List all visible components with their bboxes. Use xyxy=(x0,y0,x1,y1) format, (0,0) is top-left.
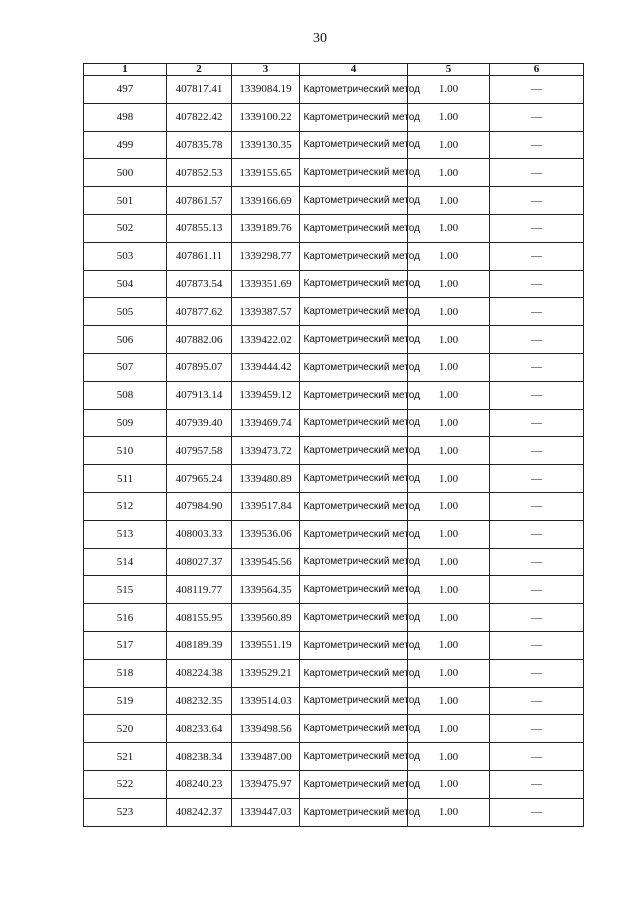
accuracy-cell: 1.00 xyxy=(408,687,490,715)
method-text: Картометрический метод xyxy=(303,250,420,262)
method-cell xyxy=(300,465,420,493)
point-number-cell: 516 xyxy=(84,604,167,632)
method-text: Картометрический метод xyxy=(303,667,420,679)
point-number-cell: 519 xyxy=(84,687,167,715)
method-cell xyxy=(300,770,420,798)
point-number-cell: 517 xyxy=(84,631,167,659)
description-cell: — xyxy=(490,187,584,215)
method-cell xyxy=(300,131,420,159)
x-coordinate-cell: 407861.11 xyxy=(167,242,232,270)
method-text: Картометрический метод xyxy=(303,751,420,763)
y-coordinate-cell: 1339475.97 xyxy=(232,770,300,798)
description-cell: — xyxy=(490,103,584,131)
y-coordinate-cell: 1339517.84 xyxy=(232,492,300,520)
y-coordinate-cell: 1339560.89 xyxy=(232,604,300,632)
x-coordinate-cell: 407984.90 xyxy=(167,492,232,520)
method-text: Картометрический метод xyxy=(303,778,420,790)
table-row xyxy=(84,576,584,604)
x-coordinate-cell: 407895.07 xyxy=(167,353,232,381)
table-row xyxy=(84,770,584,798)
method-cell xyxy=(300,326,420,354)
method-text: Картометрический метод xyxy=(303,361,420,373)
x-coordinate-cell: 408233.64 xyxy=(167,715,232,743)
accuracy-cell: 1.00 xyxy=(408,131,490,159)
method-cell xyxy=(300,381,420,409)
x-coordinate-cell: 407957.58 xyxy=(167,437,232,465)
description-cell: — xyxy=(490,353,584,381)
y-coordinate-cell: 1339166.69 xyxy=(232,187,300,215)
point-number-cell: 503 xyxy=(84,242,167,270)
table-row xyxy=(84,381,584,409)
method-text: Картометрический метод xyxy=(303,195,420,207)
table-row xyxy=(84,604,584,632)
x-coordinate-cell: 408232.35 xyxy=(167,687,232,715)
point-number-cell: 520 xyxy=(84,715,167,743)
y-coordinate-cell: 1339084.19 xyxy=(232,76,300,104)
method-text: Картометрический метод xyxy=(303,584,420,596)
x-coordinate-cell: 408189.39 xyxy=(167,631,232,659)
method-cell xyxy=(300,659,420,687)
accuracy-cell: 1.00 xyxy=(408,242,490,270)
point-number-cell: 502 xyxy=(84,214,167,242)
method-cell xyxy=(300,103,420,131)
x-coordinate-cell: 407965.24 xyxy=(167,465,232,493)
method-text: Картометрический метод xyxy=(303,278,420,290)
x-coordinate-cell: 408242.37 xyxy=(167,798,232,826)
point-number-cell: 504 xyxy=(84,270,167,298)
point-number-cell: 521 xyxy=(84,743,167,771)
accuracy-cell: 1.00 xyxy=(408,465,490,493)
method-text: Картометрический метод xyxy=(303,639,420,651)
table-row xyxy=(84,326,584,354)
x-coordinate-cell: 407855.13 xyxy=(167,214,232,242)
description-cell: — xyxy=(490,298,584,326)
y-coordinate-cell: 1339545.56 xyxy=(232,548,300,576)
y-coordinate-cell: 1339189.76 xyxy=(232,214,300,242)
table-row xyxy=(84,631,584,659)
accuracy-cell: 1.00 xyxy=(408,270,490,298)
accuracy-cell: 1.00 xyxy=(408,214,490,242)
table-row xyxy=(84,492,584,520)
method-cell xyxy=(300,409,420,437)
table-body xyxy=(84,76,584,827)
description-cell: — xyxy=(490,437,584,465)
accuracy-cell: 1.00 xyxy=(408,76,490,104)
x-coordinate-cell: 408003.33 xyxy=(167,520,232,548)
method-text: Картометрический метод xyxy=(303,556,420,568)
method-cell xyxy=(300,715,420,743)
point-number-cell: 507 xyxy=(84,353,167,381)
table-row xyxy=(84,659,584,687)
point-number-cell: 499 xyxy=(84,131,167,159)
x-coordinate-cell: 408155.95 xyxy=(167,604,232,632)
accuracy-cell: 1.00 xyxy=(408,743,490,771)
x-coordinate-cell: 407882.06 xyxy=(167,326,232,354)
x-coordinate-cell: 407835.78 xyxy=(167,131,232,159)
y-coordinate-cell: 1339529.21 xyxy=(232,659,300,687)
point-number-cell: 498 xyxy=(84,103,167,131)
method-text: Картометрический метод xyxy=(303,500,420,512)
y-coordinate-cell: 1339469.74 xyxy=(232,409,300,437)
description-cell: — xyxy=(490,798,584,826)
method-text: Картометрический метод xyxy=(303,334,420,346)
table-row xyxy=(84,715,584,743)
accuracy-cell: 1.00 xyxy=(408,520,490,548)
x-coordinate-cell: 407817.41 xyxy=(167,76,232,104)
y-coordinate-cell: 1339130.35 xyxy=(232,131,300,159)
table-row xyxy=(84,131,584,159)
method-cell xyxy=(300,520,420,548)
method-text: Картометрический метод xyxy=(303,445,420,457)
description-cell: — xyxy=(490,631,584,659)
y-coordinate-cell: 1339498.56 xyxy=(232,715,300,743)
table-row xyxy=(84,687,584,715)
description-cell: — xyxy=(490,409,584,437)
method-text: Картометрический метод xyxy=(303,83,420,95)
method-cell xyxy=(300,631,420,659)
point-number-cell: 523 xyxy=(84,798,167,826)
method-text: Картометрический метод xyxy=(303,167,420,179)
description-cell: — xyxy=(490,687,584,715)
method-text: Картометрический метод xyxy=(303,389,420,401)
table-row xyxy=(84,798,584,826)
coordinates-table xyxy=(83,63,584,827)
description-cell: — xyxy=(490,159,584,187)
x-coordinate-cell: 408119.77 xyxy=(167,576,232,604)
accuracy-cell: 1.00 xyxy=(408,798,490,826)
method-text: Картометрический метод xyxy=(303,111,420,123)
y-coordinate-cell: 1339444.42 xyxy=(232,353,300,381)
y-coordinate-cell: 1339387.57 xyxy=(232,298,300,326)
accuracy-cell: 1.00 xyxy=(408,604,490,632)
description-cell: — xyxy=(490,381,584,409)
description-cell: — xyxy=(490,659,584,687)
accuracy-cell: 1.00 xyxy=(408,631,490,659)
y-coordinate-cell: 1339536.06 xyxy=(232,520,300,548)
point-number-cell: 511 xyxy=(84,465,167,493)
method-text: Картометрический метод xyxy=(303,222,420,234)
y-coordinate-cell: 1339514.03 xyxy=(232,687,300,715)
table-row xyxy=(84,548,584,576)
accuracy-cell: 1.00 xyxy=(408,159,490,187)
point-number-cell: 509 xyxy=(84,409,167,437)
accuracy-cell: 1.00 xyxy=(408,187,490,215)
accuracy-cell: 1.00 xyxy=(408,576,490,604)
column-header-y-coordinate: 3 xyxy=(232,64,300,76)
description-cell: — xyxy=(490,214,584,242)
method-text: Картометрический метод xyxy=(303,306,420,318)
point-number-cell: 497 xyxy=(84,76,167,104)
x-coordinate-cell: 408224.38 xyxy=(167,659,232,687)
method-cell xyxy=(300,437,420,465)
method-text: Картометрический метод xyxy=(303,139,420,151)
accuracy-cell: 1.00 xyxy=(408,437,490,465)
table-row xyxy=(84,159,584,187)
description-cell: — xyxy=(490,242,584,270)
method-cell xyxy=(300,298,420,326)
method-text: Картометрический метод xyxy=(303,806,420,818)
point-number-cell: 512 xyxy=(84,492,167,520)
accuracy-cell: 1.00 xyxy=(408,659,490,687)
method-cell xyxy=(300,187,420,215)
description-cell: — xyxy=(490,743,584,771)
x-coordinate-cell: 408240.23 xyxy=(167,770,232,798)
point-number-cell: 513 xyxy=(84,520,167,548)
table-row xyxy=(84,520,584,548)
table-row xyxy=(84,437,584,465)
accuracy-cell: 1.00 xyxy=(408,353,490,381)
method-text: Картометрический метод xyxy=(303,528,420,540)
description-cell: — xyxy=(490,465,584,493)
table-row xyxy=(84,270,584,298)
method-text: Картометрический метод xyxy=(303,417,420,429)
description-cell: — xyxy=(490,131,584,159)
table-row xyxy=(84,242,584,270)
point-number-cell: 508 xyxy=(84,381,167,409)
table-row xyxy=(84,214,584,242)
y-coordinate-cell: 1339480.89 xyxy=(232,465,300,493)
column-header-method: 4 xyxy=(300,64,408,76)
method-cell xyxy=(300,76,420,104)
y-coordinate-cell: 1339298.77 xyxy=(232,242,300,270)
point-number-cell: 501 xyxy=(84,187,167,215)
accuracy-cell: 1.00 xyxy=(408,326,490,354)
method-cell xyxy=(300,576,420,604)
table-row xyxy=(84,76,584,104)
method-cell xyxy=(300,604,420,632)
method-cell xyxy=(300,548,420,576)
accuracy-cell: 1.00 xyxy=(408,409,490,437)
column-header-point-number: 1 xyxy=(84,64,167,76)
method-cell xyxy=(300,492,420,520)
y-coordinate-cell: 1339447.03 xyxy=(232,798,300,826)
method-text: Картометрический метод xyxy=(303,723,420,735)
x-coordinate-cell: 407873.54 xyxy=(167,270,232,298)
point-number-cell: 522 xyxy=(84,770,167,798)
accuracy-cell: 1.00 xyxy=(408,298,490,326)
method-text: Картометрический метод xyxy=(303,612,420,624)
x-coordinate-cell: 407939.40 xyxy=(167,409,232,437)
x-coordinate-cell: 407861.57 xyxy=(167,187,232,215)
point-number-cell: 500 xyxy=(84,159,167,187)
column-header-x-coordinate: 2 xyxy=(167,64,232,76)
accuracy-cell: 1.00 xyxy=(408,103,490,131)
table-row xyxy=(84,103,584,131)
table-row xyxy=(84,409,584,437)
method-cell xyxy=(300,798,420,826)
table-row xyxy=(84,353,584,381)
point-number-cell: 515 xyxy=(84,576,167,604)
accuracy-cell: 1.00 xyxy=(408,492,490,520)
point-number-cell: 518 xyxy=(84,659,167,687)
y-coordinate-cell: 1339551.19 xyxy=(232,631,300,659)
y-coordinate-cell: 1339351.69 xyxy=(232,270,300,298)
table-row xyxy=(84,743,584,771)
y-coordinate-cell: 1339422.02 xyxy=(232,326,300,354)
description-cell: — xyxy=(490,770,584,798)
method-cell xyxy=(300,242,420,270)
method-text: Картометрический метод xyxy=(303,473,420,485)
accuracy-cell: 1.00 xyxy=(408,770,490,798)
column-header-description: 6 xyxy=(490,64,584,76)
method-cell xyxy=(300,353,420,381)
point-number-cell: 506 xyxy=(84,326,167,354)
description-cell: — xyxy=(490,715,584,743)
x-coordinate-cell: 408027.37 xyxy=(167,548,232,576)
x-coordinate-cell: 407913.14 xyxy=(167,381,232,409)
method-cell xyxy=(300,270,420,298)
y-coordinate-cell: 1339473.72 xyxy=(232,437,300,465)
method-cell xyxy=(300,743,420,771)
description-cell: — xyxy=(490,326,584,354)
y-coordinate-cell: 1339100.22 xyxy=(232,103,300,131)
column-header-accuracy: 5 xyxy=(408,64,490,76)
point-number-cell: 510 xyxy=(84,437,167,465)
description-cell: — xyxy=(490,492,584,520)
description-cell: — xyxy=(490,576,584,604)
x-coordinate-cell: 407852.53 xyxy=(167,159,232,187)
y-coordinate-cell: 1339459.12 xyxy=(232,381,300,409)
accuracy-cell: 1.00 xyxy=(408,548,490,576)
x-coordinate-cell: 408238.34 xyxy=(167,743,232,771)
table-row xyxy=(84,465,584,493)
method-text: Картометрический метод xyxy=(303,695,420,707)
x-coordinate-cell: 407877.62 xyxy=(167,298,232,326)
point-number-cell: 514 xyxy=(84,548,167,576)
description-cell: — xyxy=(490,520,584,548)
accuracy-cell: 1.00 xyxy=(408,381,490,409)
method-cell xyxy=(300,687,420,715)
table-header-row xyxy=(84,64,584,76)
method-cell xyxy=(300,159,420,187)
description-cell: — xyxy=(490,548,584,576)
y-coordinate-cell: 1339564.35 xyxy=(232,576,300,604)
point-number-cell: 505 xyxy=(84,298,167,326)
table-row xyxy=(84,298,584,326)
x-coordinate-cell: 407822.42 xyxy=(167,103,232,131)
description-cell: — xyxy=(490,270,584,298)
table-row xyxy=(84,187,584,215)
accuracy-cell: 1.00 xyxy=(408,715,490,743)
page-number: 30 xyxy=(313,31,327,46)
method-cell xyxy=(300,214,420,242)
description-cell: — xyxy=(490,76,584,104)
description-cell: — xyxy=(490,604,584,632)
y-coordinate-cell: 1339487.00 xyxy=(232,743,300,771)
y-coordinate-cell: 1339155.65 xyxy=(232,159,300,187)
